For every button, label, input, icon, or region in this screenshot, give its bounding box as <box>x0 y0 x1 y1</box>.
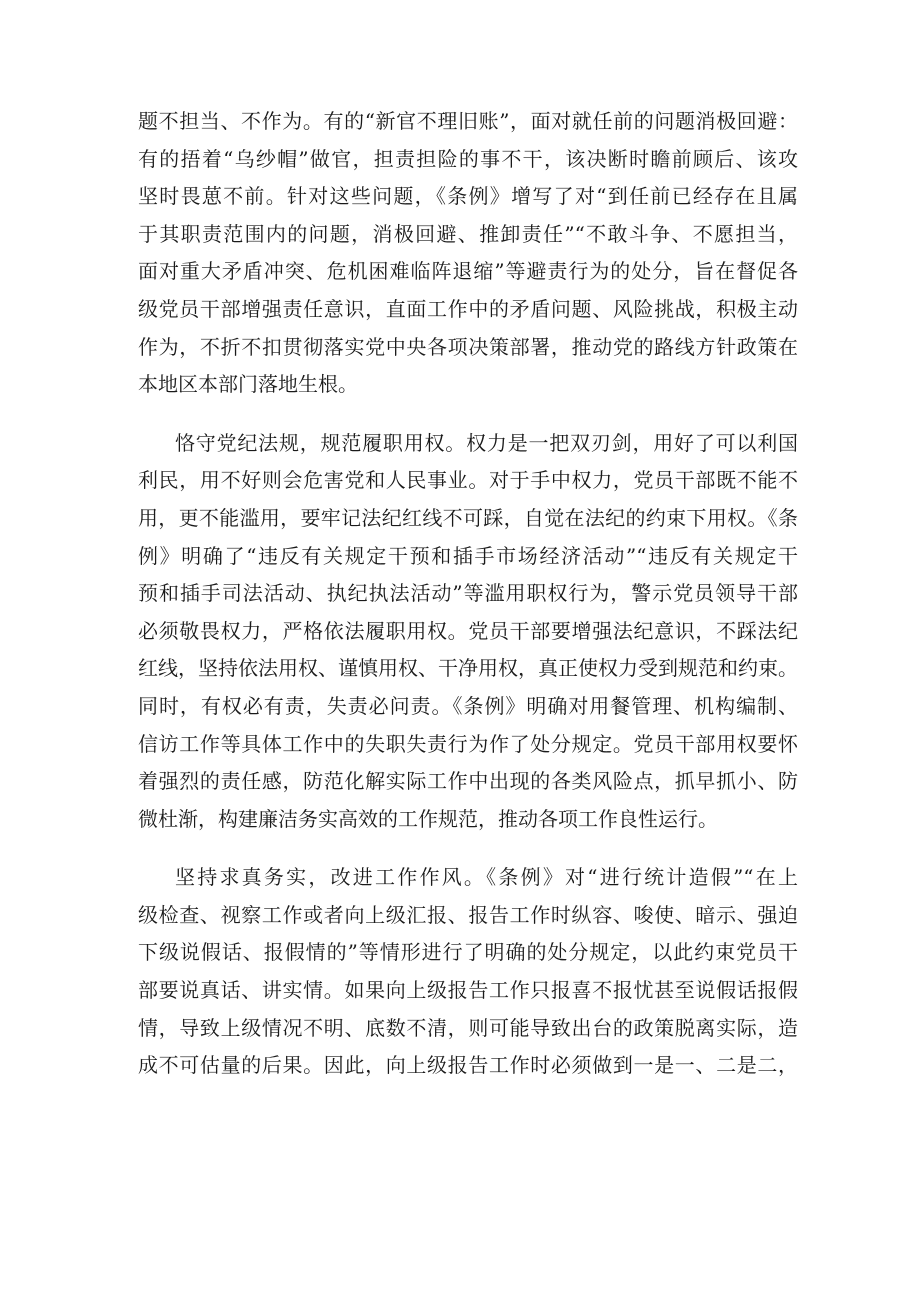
text-line: 必须敬畏权力，严格依法履职用权。党员干部要增强法纪意识，不踩法纪 <box>138 618 798 643</box>
text-line: 利民，用不好则会危害党和人民事业。对于手中权力，党员干部既不能不 <box>138 468 798 493</box>
text-line: 部要说真话、讲实情。如果向上级报告工作只报喜不报忧甚至说假话报假 <box>138 978 798 1003</box>
text-line: 于其职责范围内的问题，消极回避、推卸责任”“不敢斗争、不愿担当， <box>138 221 798 246</box>
paragraph <box>138 859 798 1085</box>
paragraph <box>138 425 798 839</box>
text-line: 同时，有权必有责，失责必问责。《条例》明确对用餐管理、机构编制、 <box>138 693 798 718</box>
text-line: 坚持求真务实，改进工作作风。《条例》对“进行统计造假”“在上 <box>175 865 798 890</box>
text-line: 情，导致上级情况不明、底数不清，则可能导致出台的政策脱离实际，造 <box>138 1015 798 1040</box>
text-line: 有的捂着“乌纱帽”做官，担责担险的事不干，该决断时瞻前顾后、该攻 <box>138 146 798 171</box>
text-line: 红线，坚持依法用权、谨慎用权、干净用权，真正使权力受到规范和约束。 <box>138 656 798 681</box>
text-line: 成不可估量的后果。因此，向上级报告工作时必须做到一是一、二是二， <box>138 1053 798 1078</box>
text-line: 微杜渐，构建廉洁务实高效的工作规范，推动各项工作良性运行。 <box>138 806 718 831</box>
text-line: 作为，不折不扣贯彻落实党中央各项决策部署，推动党的路线方针政策在 <box>138 334 798 359</box>
text-line: 题不担当、不作为。有的“新官不理旧账”，面对就任前的问题消极回避： <box>138 109 798 133</box>
text-line: 着强烈的责任感，防范化解实际工作中出现的各类风险点，抓早抓小、防 <box>138 769 798 794</box>
paragraph <box>138 103 798 404</box>
text-line: 本地区本部门落地生根。 <box>138 372 358 397</box>
text-line: 信访工作等具体工作中的失职失责行为作了处分规定。党员干部用权要怀 <box>138 731 798 756</box>
text-line: 级党员干部增强责任意识，直面工作中的矛盾问题、风险挑战，积极主动 <box>138 296 798 321</box>
text-line: 例》明确了“违反有关规定干预和插手市场经济活动”“违反有关规定干 <box>138 543 798 568</box>
text-line: 用，更不能滥用，要牢记法纪红线不可踩，自觉在法纪的约束下用权。《条 <box>138 505 798 530</box>
text-line: 预和插手司法活动、执纪执法活动”等滥用职权行为，警示党员领导干部 <box>138 581 798 606</box>
text-line: 恪守党纪法规，规范履职用权。权力是一把双刃剑，用好了可以利国 <box>175 430 798 455</box>
text-line: 面对重大矛盾冲突、危机困难临阵退缩”等避责行为的处分，旨在督促各 <box>138 259 798 284</box>
text-line: 坚时畏葸不前。针对这些问题，《条例》增写了对“到任前已经存在且属 <box>138 184 798 209</box>
text-line: 级检查、视察工作或者向上级汇报、报告工作时纵容、唆使、暗示、强迫 <box>138 902 798 927</box>
text-line: 下级说假话、报假情的”等情形进行了明确的处分规定，以此约束党员干 <box>138 940 798 965</box>
body-text <box>138 103 798 1085</box>
